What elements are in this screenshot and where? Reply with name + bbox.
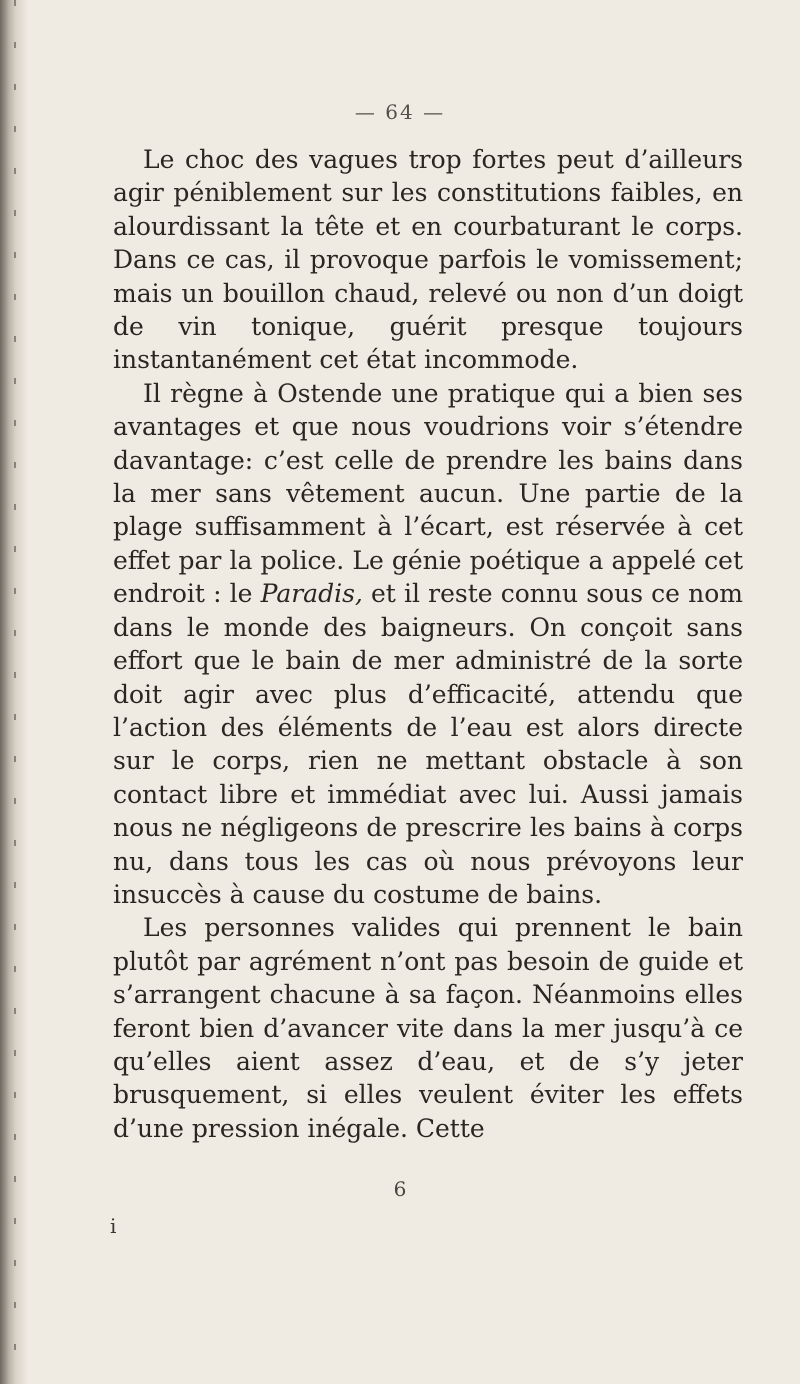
paragraph-2-text-b: et il reste connu sous ce nom dans le monde des baigneurs. On conçoit sans effort que le bain de mer administré de la sorte doit agir avec plus d’efficacité, attendu que l’action des éléments de l’eau est alors directe sur le corps, rien ne mettant obstacle à son contact libre et immédiat avec lui. Aussi jamais nous ne négligeons de prescrire les bains à corps nu, dans tous les cas où nous prévoyons leur insuccès à cause du costume de bains. xyxy=(113,579,743,909)
paragraph-3: Les personnes valides qui prennent le bain plutôt par agrément n’ont pas besoin de guide et s’arrangent chacune à sa façon. Néanmoins elles feront bien d’avancer vite dans la mer jusqu’à ce qu’elles aient assez d’eau, et de s’y jeter brusquement, si elles veulent éviter les effets d’une pression inégale. Cette xyxy=(113,913,743,1143)
signature-mark: 6 xyxy=(393,1177,407,1201)
paragraph-1: Le choc des vagues trop fortes peut d’ailleurs agir péniblement sur les constitutions faibles, en alourdissant la tête et en courbaturant le corps. Dans ce cas, il provoque parfois le vomissement; mais un bouillon chaud, relevé ou non d’un doigt de vin tonique, guérit presque toujours instantanément cet état incommode. xyxy=(113,145,743,375)
paradis-italic: Paradis, xyxy=(260,579,363,609)
body-text xyxy=(113,143,743,1145)
margin-mark: i xyxy=(110,1214,117,1238)
paragraph-2 xyxy=(113,377,743,912)
paragraph-2-text-a: Il règne à Ostende une pratique qui a bien ses avantages et que nous voudrions voir s’étendre davantage: c’est celle de prendre les bains dans la mer sans vêtement aucun. Une partie de la plage suffisamment à l’écart, est réservée à cet effet par la police. Le génie poétique a appelé cet endroit : le xyxy=(113,378,743,609)
page-number: — 64 — xyxy=(354,100,446,124)
